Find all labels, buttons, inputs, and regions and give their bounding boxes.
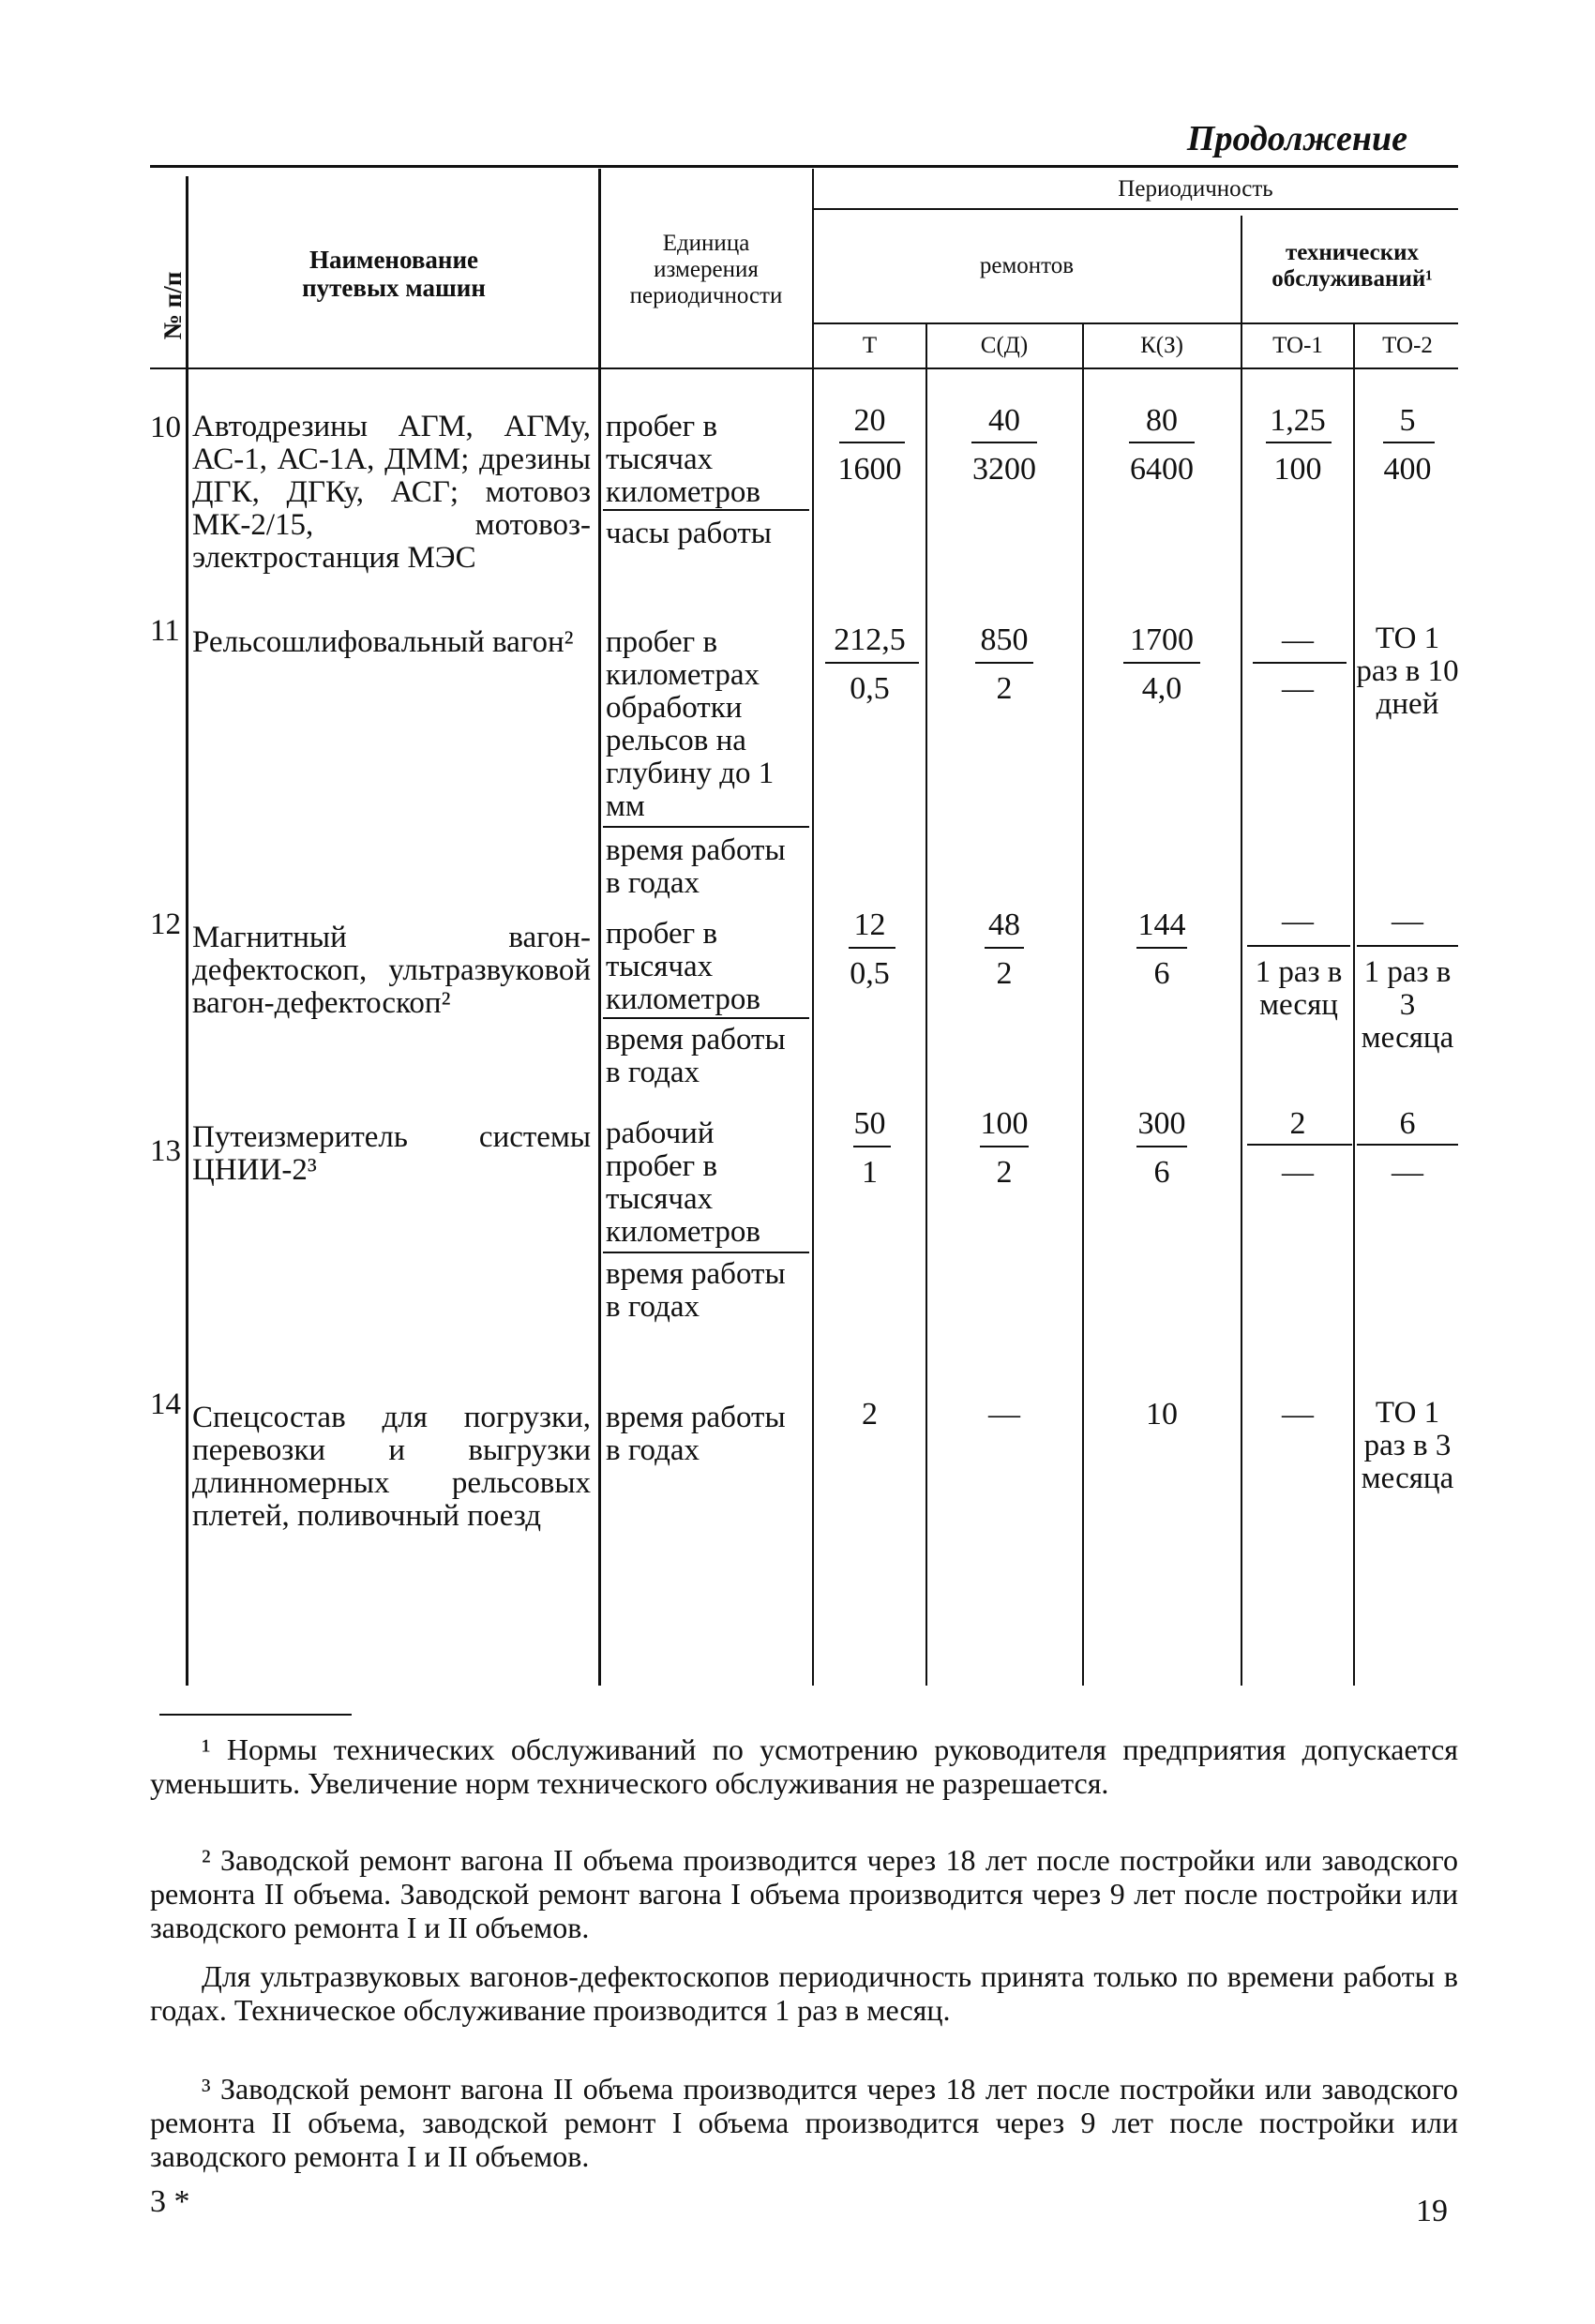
unit-primary: пробег в километрах обработки рельсов на глубину до 1 мм (606, 625, 775, 823)
row-number: 12 (150, 907, 181, 941)
col-line-3 (812, 169, 814, 1686)
to2-fraction-bar (1357, 1144, 1458, 1146)
unit-primary: пробег в тысячах километров (606, 917, 760, 1016)
kz-numerator: 1700 (1130, 622, 1194, 657)
sd-numerator: 40 (988, 403, 1020, 438)
continuation-label: Продолжение (1186, 119, 1407, 158)
name-column-header: Наименование путевых машин (302, 246, 486, 302)
col-line-4 (925, 322, 927, 1686)
unit-column-header: Единица измерения периодичности (629, 231, 783, 308)
sd-numerator: 850 (980, 622, 1029, 657)
to1-numerator: 2 (1289, 1106, 1306, 1141)
t-value: 2 (862, 1397, 878, 1432)
signature-mark: 3 * (150, 2184, 190, 2219)
unit-divider (603, 509, 809, 511)
t-numerator: 212,5 (834, 622, 906, 657)
t-fraction-bar (825, 662, 919, 664)
to2-numerator: 5 (1399, 403, 1416, 438)
t-numerator: 50 (853, 1106, 886, 1141)
sd-fraction-bar (975, 662, 1033, 664)
to2-denominator: — (1392, 1155, 1423, 1190)
unit-divider (603, 826, 809, 828)
sd-numerator: 48 (988, 907, 1020, 942)
kz-fraction-bar (1136, 1146, 1187, 1147)
num-column-header: № п/п (158, 271, 187, 340)
sd-fraction-bar (985, 947, 1024, 949)
t-header: Т (862, 333, 878, 358)
machine-name: Магнитный вагон-дефектоскоп, ультразвуковой вагон-дефектоскоп² (192, 921, 591, 1020)
repairs-header: ремонтов (979, 253, 1075, 278)
sub-header-rule (812, 322, 1458, 324)
header-bottom-rule (150, 367, 1458, 369)
col-line-1 (186, 176, 188, 1686)
footnote-2-addendum: Для ультразвуковых вагонов-дефектоскопов периодичность принята только по времени работы в годах. Техническое обслуживание производится 1 раз в месяц. (150, 1959, 1458, 2027)
kz-numerator: 80 (1146, 403, 1178, 438)
to2-denominator: 400 (1383, 452, 1432, 487)
to1-denominator: — (1282, 1155, 1314, 1190)
to1-numerator: — (1282, 904, 1314, 938)
t-numerator: 12 (853, 907, 886, 942)
footnote-1: ¹ Нормы технических обслуживаний по усмотрению руководителя предприятия допускается уменьшить. Увеличение норм технического обслуживания не разрешается. (150, 1732, 1458, 1800)
unit-primary: пробег в тысячах километров (606, 410, 760, 509)
row-number: 13 (150, 1134, 181, 1168)
kz-denominator: 6400 (1130, 452, 1194, 487)
col-line-5 (1082, 322, 1084, 1686)
t-numerator: 20 (853, 403, 886, 438)
to1-denominator: — (1282, 671, 1314, 706)
machine-name: Путеизмеритель системы ЦНИИ-2³ (192, 1120, 591, 1187)
footnote-separator (159, 1714, 352, 1716)
kz-denominator: 4,0 (1141, 671, 1182, 706)
col-line-6 (1241, 216, 1242, 1686)
table-top-rule (150, 165, 1458, 168)
kz-fraction-bar (1129, 442, 1195, 443)
kz-numerator: 300 (1137, 1106, 1186, 1141)
to1-fraction-bar (1253, 662, 1347, 664)
to1-numerator: — (1282, 622, 1314, 657)
sd-denominator: 2 (996, 671, 1013, 706)
to1-denominator: 1 раз в месяц (1255, 955, 1343, 1022)
machine-name: Автодрезины АГМ, АГМу, АС-1, АС-1А, ДММ; дрезины ДГК, ДГКу, АСГ; мотовоз МК-2/15, мотовоз-электростанция МЭС (192, 410, 591, 575)
periodicity-rule (812, 208, 1458, 210)
unit-divider (603, 1017, 809, 1019)
to1-value: — (1282, 1397, 1314, 1432)
to1-header: ТО-1 (1272, 333, 1323, 358)
kz-value: 10 (1146, 1397, 1178, 1432)
to2-header: ТО-2 (1382, 333, 1433, 358)
unit-primary: рабочий пробег в тысячах километров (606, 1117, 760, 1249)
kz-denominator: 6 (1153, 1155, 1170, 1190)
sd-header: С(Д) (980, 333, 1029, 358)
to1-fraction-bar (1266, 442, 1332, 443)
t-fraction-bar (839, 442, 905, 443)
t-denominator: 0,5 (850, 671, 890, 706)
sd-denominator: 2 (996, 956, 1013, 991)
to1-numerator: 1,25 (1270, 403, 1326, 438)
unit-divider (603, 1252, 809, 1253)
to2-fraction-bar (1357, 945, 1458, 947)
t-denominator: 1 (862, 1155, 878, 1190)
sd-denominator: 2 (996, 1155, 1013, 1190)
t-denominator: 0,5 (850, 956, 890, 991)
kz-fraction-bar (1136, 947, 1187, 949)
unit-secondary: время работы в годах (606, 1257, 786, 1324)
t-fraction-bar (849, 947, 895, 949)
col-line-2 (598, 169, 601, 1686)
footnote-3: ³ Заводской ремонт вагона II объема производится через 18 лет после постройки или заводского ремонта II объема, заводской ремонт I объема производится через 9 лет после постройки или заводского ремонта I и II объемов. (150, 2072, 1458, 2173)
row-number: 11 (150, 614, 180, 648)
sd-numerator: 100 (980, 1106, 1029, 1141)
kz-denominator: 6 (1153, 956, 1170, 991)
unit-secondary: время работы в годах (606, 833, 786, 900)
machine-name: Рельсошлифовальный вагон² (192, 625, 574, 659)
to2-fraction-bar (1383, 442, 1435, 443)
col-line-7 (1353, 322, 1355, 1686)
row-number: 10 (150, 411, 181, 444)
footnote-2: ² Заводской ремонт вагона II объема производится через 18 лет после постройки или заводского ремонта II объема. Заводской ремонт вагона I объема производится через 9 лет после постройки или заводского ремонта I и II объемов. (150, 1843, 1458, 1944)
unit-secondary: время работы в годах (606, 1023, 786, 1089)
page-number: 19 (1416, 2194, 1448, 2228)
sd-denominator: 3200 (972, 452, 1036, 487)
to2-value: ТО 1 раз в 10 дней (1356, 622, 1459, 721)
to1-fraction-bar (1247, 1144, 1352, 1146)
to2-numerator: — (1392, 904, 1423, 938)
machine-name: Спецсостав для погрузки, перевозки и выгрузки длинномерных рельсовых плетей, поливочный поезд (192, 1401, 591, 1533)
row-number: 14 (150, 1387, 181, 1421)
t-fraction-bar (853, 1146, 891, 1147)
unit-primary: время работы в годах (606, 1401, 786, 1467)
to1-denominator: 100 (1273, 452, 1322, 487)
to2-numerator: 6 (1399, 1106, 1416, 1141)
maintenance-header: технических обслуживаний¹ (1271, 240, 1433, 292)
to1-fraction-bar (1247, 945, 1350, 947)
sd-fraction-bar (971, 442, 1037, 443)
t-denominator: 1600 (837, 452, 902, 487)
kz-numerator: 144 (1137, 907, 1186, 942)
unit-secondary: часы работы (606, 517, 772, 550)
to2-denominator: 1 раз в 3 месяца (1361, 955, 1454, 1055)
kz-header: К(З) (1140, 333, 1183, 358)
sd-value: — (988, 1397, 1020, 1432)
to2-value: ТО 1 раз в 3 месяца (1361, 1396, 1454, 1495)
sd-fraction-bar (980, 1146, 1029, 1147)
periodicity-header: Периодичность (1118, 176, 1273, 202)
kz-fraction-bar (1123, 662, 1200, 664)
